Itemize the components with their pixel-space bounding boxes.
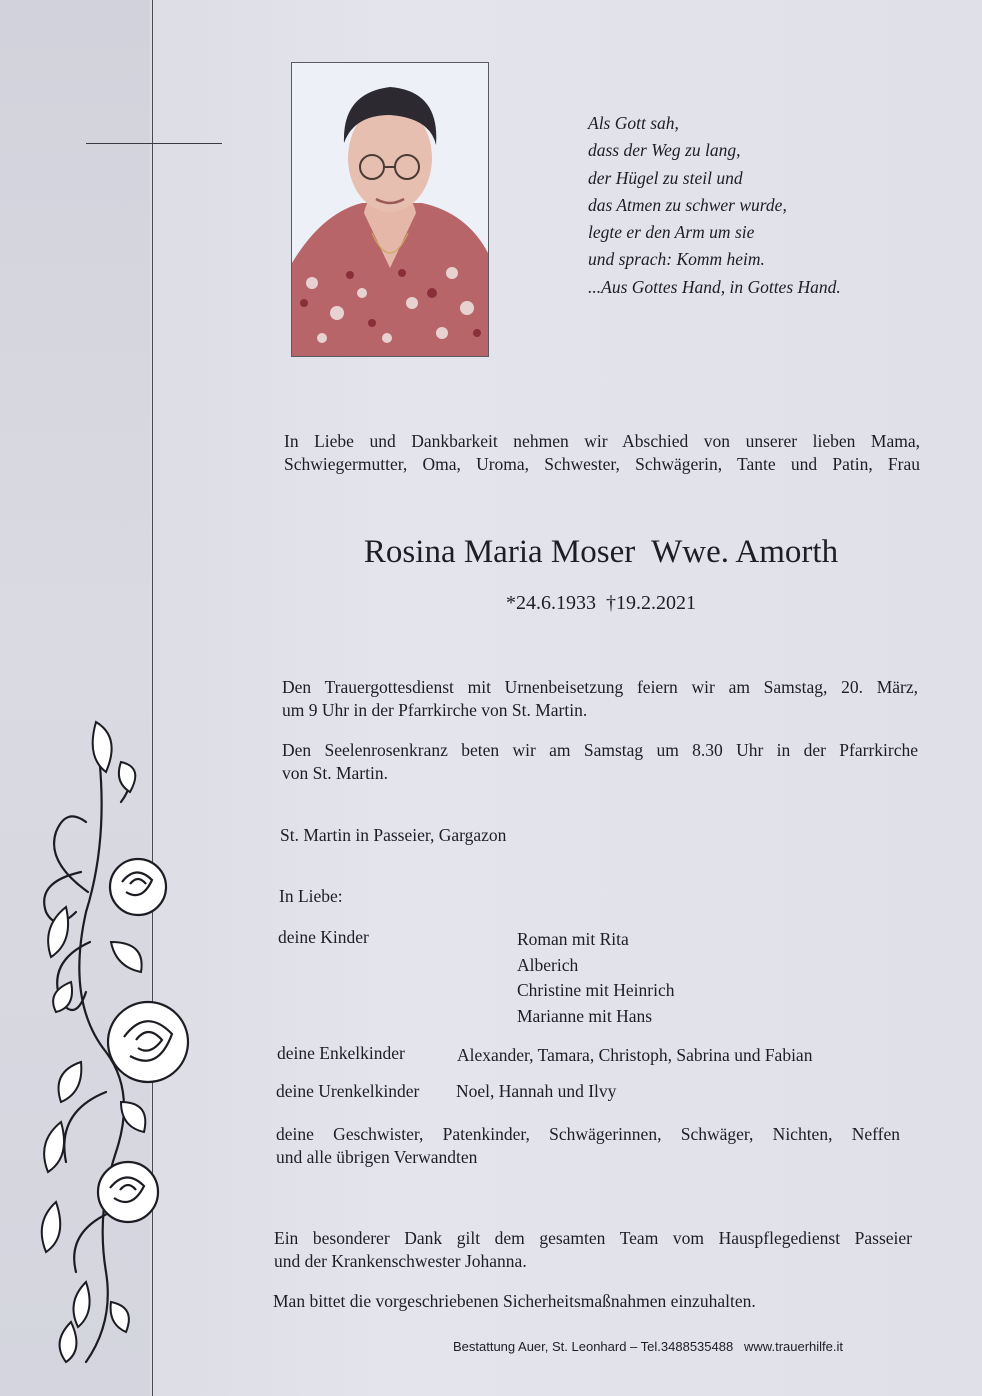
poem-line: der Hügel zu steil und [588,167,743,188]
life-dates: *24.6.1933 †19.2.2021 [506,592,696,614]
service-line: um 9 Uhr in der Pfarrkirche von St. Martin. [282,700,588,720]
cross-line [86,143,222,144]
place-names: St. Martin in Passeier, Gargazon [280,825,507,845]
thanks-line: Ein besonderer Dank gilt dem gesamten Team vom Hauspflegedienst Passeier [274,1228,912,1248]
rosary-line: Den Seelenrosenkranz beten wir am Samstag um 8.30 Uhr in der Pfarrkirche [282,740,918,760]
service-info [282,676,918,722]
service-line: Den Trauergottesdienst mit Urnenbeisetzung feiern wir am Samstag, 20. März, [282,677,918,697]
poem-line: dass der Weg zu lang, [588,140,741,161]
intro-text [284,430,920,476]
poem-line: das Atmen zu schwer wurde, [588,194,787,215]
child-name: Roman mit Rita [517,929,629,949]
rosary-info [282,739,918,785]
child-name: Alberich [517,954,579,975]
children-list [517,927,674,1029]
relatives-line: deine Geschwister, Patenkinder, Schwägerinnen, Schwäger, Nichten, Neffen [276,1124,900,1144]
safety-note: Man bittet die vorgeschriebenen Sicherheitsmaßnahmen einzuhalten. [273,1291,756,1311]
portrait-photo [291,62,489,357]
relatives-line: und alle übrigen Verwandten [276,1147,478,1167]
child-name: Marianne mit Hans [517,1005,653,1026]
great-grandchildren-names: Noel, Hannah und Ilvy [456,1081,617,1101]
grandchildren-label: deine Enkelkinder [277,1043,405,1063]
child-name: Christine mit Heinrich [517,980,675,1000]
portrait-illustration [292,63,488,356]
poem-line: legte er den Arm um sie [588,222,755,243]
rose-ornament-icon [26,712,198,1372]
deceased-name: Rosina Maria Moser Wwe. Amorth [363,534,839,570]
funeral-home-footer: Bestattung Auer, St. Leonhard – Tel.3488535488 www.trauerhilfe.it [452,1339,844,1354]
intro-line: In Liebe und Dankbarkeit nehmen wir Abschied von unserer lieben Mama, [284,431,920,451]
grandchildren-names: Alexander, Tamara, Christoph, Sabrina und Fabian [457,1045,813,1065]
rosary-line: von St. Martin. [282,763,388,783]
thanks-text [274,1227,912,1273]
poem-line: ...Aus Gottes Hand, in Gottes Hand. [588,276,841,297]
intro-line: Schwiegermutter, Oma, Uroma, Schwester, Schwägerin, Tante und Patin, Frau [284,454,920,474]
great-grandchildren-label: deine Urenkelkinder [276,1081,420,1101]
poem [588,110,841,301]
children-label: deine Kinder [278,927,369,947]
poem-line: und sprach: Komm heim. [588,249,765,270]
thanks-line: und der Krankenschwester Johanna. [274,1251,527,1271]
relatives-text [276,1123,900,1169]
poem-line: Als Gott sah, [588,113,679,133]
in-love-heading: In Liebe: [279,886,343,906]
